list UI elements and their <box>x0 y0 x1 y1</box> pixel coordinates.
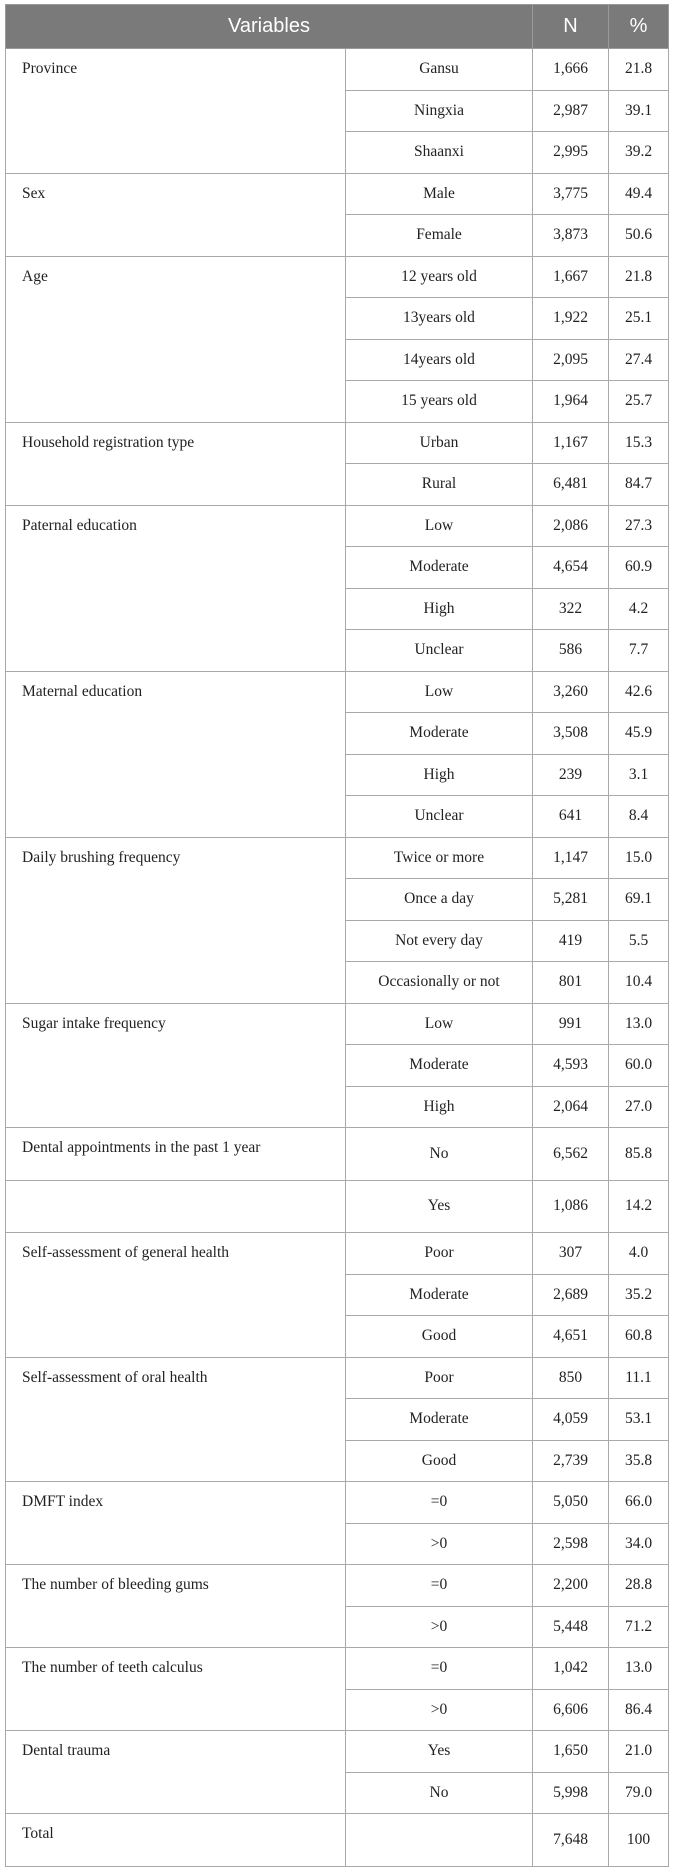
variable-cell: Maternal education <box>6 671 346 837</box>
count-cell: 2,200 <box>533 1565 609 1607</box>
count-cell: 2,064 <box>533 1086 609 1128</box>
percent-cell: 14.2 <box>609 1180 669 1233</box>
table-row <box>6 671 669 713</box>
percent-cell: 45.9 <box>609 713 669 755</box>
count-cell: 2,987 <box>533 90 609 132</box>
category-cell: Male <box>346 173 533 215</box>
percent-cell: 50.6 <box>609 215 669 257</box>
count-cell: 2,095 <box>533 339 609 381</box>
count-cell: 586 <box>533 630 609 672</box>
percent-cell: 79.0 <box>609 1772 669 1814</box>
category-cell: Twice or more <box>346 837 533 879</box>
category-cell: Occasionally or not <box>346 962 533 1004</box>
count-cell: 1,167 <box>533 422 609 464</box>
count-cell: 5,050 <box>533 1482 609 1524</box>
category-cell: Rural <box>346 464 533 506</box>
count-cell: 4,593 <box>533 1045 609 1087</box>
category-cell: Female <box>346 215 533 257</box>
category-cell: No <box>346 1772 533 1814</box>
category-cell: Low <box>346 1003 533 1045</box>
category-cell: 12 years old <box>346 256 533 298</box>
count-cell: 4,651 <box>533 1316 609 1358</box>
category-cell: >0 <box>346 1689 533 1731</box>
category-cell: Ningxia <box>346 90 533 132</box>
count-cell: 641 <box>533 796 609 838</box>
percent-cell: 42.6 <box>609 671 669 713</box>
table-row <box>6 49 669 91</box>
variable-cell: The number of bleeding gums <box>6 1565 346 1648</box>
header-row <box>6 5 669 49</box>
count-cell: 1,086 <box>533 1180 609 1233</box>
percent-cell: 21.8 <box>609 49 669 91</box>
count-cell: 307 <box>533 1233 609 1275</box>
percent-cell: 21.0 <box>609 1731 669 1773</box>
category-cell: Unclear <box>346 630 533 672</box>
count-cell: 991 <box>533 1003 609 1045</box>
variable-cell: Daily brushing frequency <box>6 837 346 1003</box>
percent-cell: 4.2 <box>609 588 669 630</box>
percent-cell: 8.4 <box>609 796 669 838</box>
count-cell: 1,147 <box>533 837 609 879</box>
count-cell: 2,086 <box>533 505 609 547</box>
table-row <box>6 1233 669 1275</box>
percent-cell: 25.1 <box>609 298 669 340</box>
category-cell: High <box>346 588 533 630</box>
percent-cell: 34.0 <box>609 1523 669 1565</box>
category-cell: =0 <box>346 1482 533 1524</box>
table-row <box>6 505 669 547</box>
table-body <box>6 49 669 1867</box>
header-percent: % <box>609 5 669 49</box>
category-cell: High <box>346 754 533 796</box>
category-cell: Poor <box>346 1233 533 1275</box>
percent-cell: 15.3 <box>609 422 669 464</box>
variable-cell: Dental trauma <box>6 1731 346 1814</box>
variable-cell: DMFT index <box>6 1482 346 1565</box>
count-cell: 5,281 <box>533 879 609 921</box>
count-cell: 4,059 <box>533 1399 609 1441</box>
variable-cell: Age <box>6 256 346 422</box>
count-cell: 2,598 <box>533 1523 609 1565</box>
header-n: N <box>533 5 609 49</box>
count-cell: 1,650 <box>533 1731 609 1773</box>
count-cell: 2,995 <box>533 132 609 174</box>
category-cell: Moderate <box>346 547 533 589</box>
category-cell: Yes <box>346 1731 533 1773</box>
count-cell: 239 <box>533 754 609 796</box>
table-row <box>6 422 669 464</box>
count-cell: 322 <box>533 588 609 630</box>
table-row <box>6 1648 669 1690</box>
percent-cell: 13.0 <box>609 1003 669 1045</box>
count-cell: 1,667 <box>533 256 609 298</box>
percent-cell: 11.1 <box>609 1357 669 1399</box>
percent-cell: 53.1 <box>609 1399 669 1441</box>
table-row <box>6 1128 669 1181</box>
category-cell: Good <box>346 1440 533 1482</box>
variable-cell: Sex <box>6 173 346 256</box>
count-cell: 2,689 <box>533 1274 609 1316</box>
variable-cell: Self-assessment of general health <box>6 1233 346 1358</box>
variable-cell: Sugar intake frequency <box>6 1003 346 1128</box>
percent-cell: 49.4 <box>609 173 669 215</box>
percent-cell: 60.0 <box>609 1045 669 1087</box>
count-cell: 1,922 <box>533 298 609 340</box>
percent-cell: 66.0 <box>609 1482 669 1524</box>
category-cell: Once a day <box>346 879 533 921</box>
variable-cell: Total <box>6 1814 346 1867</box>
percent-cell: 84.7 <box>609 464 669 506</box>
variable-cell: Dental appointments in the past 1 year <box>6 1128 346 1181</box>
variable-cell <box>6 1180 346 1233</box>
table-header <box>6 5 669 49</box>
table-row <box>6 256 669 298</box>
variable-cell: Paternal education <box>6 505 346 671</box>
category-cell: Gansu <box>346 49 533 91</box>
category-cell: =0 <box>346 1565 533 1607</box>
percent-cell: 3.1 <box>609 754 669 796</box>
table-row <box>6 1565 669 1607</box>
category-cell: Low <box>346 505 533 547</box>
count-cell: 3,873 <box>533 215 609 257</box>
percent-cell: 35.8 <box>609 1440 669 1482</box>
count-cell: 801 <box>533 962 609 1004</box>
percent-cell: 85.8 <box>609 1128 669 1181</box>
variable-cell: Household registration type <box>6 422 346 505</box>
table-row <box>6 1357 669 1399</box>
count-cell: 6,481 <box>533 464 609 506</box>
percent-cell: 60.9 <box>609 547 669 589</box>
count-cell: 5,448 <box>533 1606 609 1648</box>
count-cell: 6,606 <box>533 1689 609 1731</box>
variable-cell: The number of teeth calculus <box>6 1648 346 1731</box>
percent-cell: 60.8 <box>609 1316 669 1358</box>
percent-cell: 28.8 <box>609 1565 669 1607</box>
percent-cell: 10.4 <box>609 962 669 1004</box>
category-cell: Yes <box>346 1180 533 1233</box>
percent-cell: 71.2 <box>609 1606 669 1648</box>
category-cell <box>346 1814 533 1867</box>
count-cell: 1,666 <box>533 49 609 91</box>
percent-cell: 27.4 <box>609 339 669 381</box>
percent-cell: 27.0 <box>609 1086 669 1128</box>
percent-cell: 25.7 <box>609 381 669 423</box>
percent-cell: 39.1 <box>609 90 669 132</box>
category-cell: Moderate <box>346 713 533 755</box>
category-cell: >0 <box>346 1523 533 1565</box>
percent-cell: 35.2 <box>609 1274 669 1316</box>
category-cell: Not every day <box>346 920 533 962</box>
table-row <box>6 837 669 879</box>
percent-cell: 7.7 <box>609 630 669 672</box>
count-cell: 2,739 <box>533 1440 609 1482</box>
count-cell: 5,998 <box>533 1772 609 1814</box>
percent-cell: 15.0 <box>609 837 669 879</box>
category-cell: Moderate <box>346 1045 533 1087</box>
count-cell: 1,042 <box>533 1648 609 1690</box>
category-cell: 15 years old <box>346 381 533 423</box>
variables-table <box>5 4 669 1867</box>
count-cell: 850 <box>533 1357 609 1399</box>
variable-cell: Self-assessment of oral health <box>6 1357 346 1482</box>
category-cell: Poor <box>346 1357 533 1399</box>
category-cell: =0 <box>346 1648 533 1690</box>
variable-cell: Province <box>6 49 346 174</box>
count-cell: 6,562 <box>533 1128 609 1181</box>
category-cell: Good <box>346 1316 533 1358</box>
percent-cell: 5.5 <box>609 920 669 962</box>
table-row <box>6 1814 669 1867</box>
category-cell: Unclear <box>346 796 533 838</box>
category-cell: High <box>346 1086 533 1128</box>
table-row <box>6 173 669 215</box>
category-cell: 13years old <box>346 298 533 340</box>
table-row <box>6 1180 669 1233</box>
percent-cell: 27.3 <box>609 505 669 547</box>
count-cell: 419 <box>533 920 609 962</box>
count-cell: 4,654 <box>533 547 609 589</box>
category-cell: No <box>346 1128 533 1181</box>
category-cell: Moderate <box>346 1274 533 1316</box>
header-variables: Variables <box>6 5 533 49</box>
category-cell: Urban <box>346 422 533 464</box>
category-cell: Moderate <box>346 1399 533 1441</box>
category-cell: Shaanxi <box>346 132 533 174</box>
category-cell: Low <box>346 671 533 713</box>
table-row <box>6 1003 669 1045</box>
count-cell: 3,508 <box>533 713 609 755</box>
percent-cell: 86.4 <box>609 1689 669 1731</box>
table-row <box>6 1731 669 1773</box>
percent-cell: 21.8 <box>609 256 669 298</box>
percent-cell: 100 <box>609 1814 669 1867</box>
category-cell: 14years old <box>346 339 533 381</box>
category-cell: >0 <box>346 1606 533 1648</box>
percent-cell: 69.1 <box>609 879 669 921</box>
count-cell: 1,964 <box>533 381 609 423</box>
count-cell: 3,775 <box>533 173 609 215</box>
table-row <box>6 1482 669 1524</box>
count-cell: 7,648 <box>533 1814 609 1867</box>
percent-cell: 4.0 <box>609 1233 669 1275</box>
percent-cell: 39.2 <box>609 132 669 174</box>
count-cell: 3,260 <box>533 671 609 713</box>
percent-cell: 13.0 <box>609 1648 669 1690</box>
